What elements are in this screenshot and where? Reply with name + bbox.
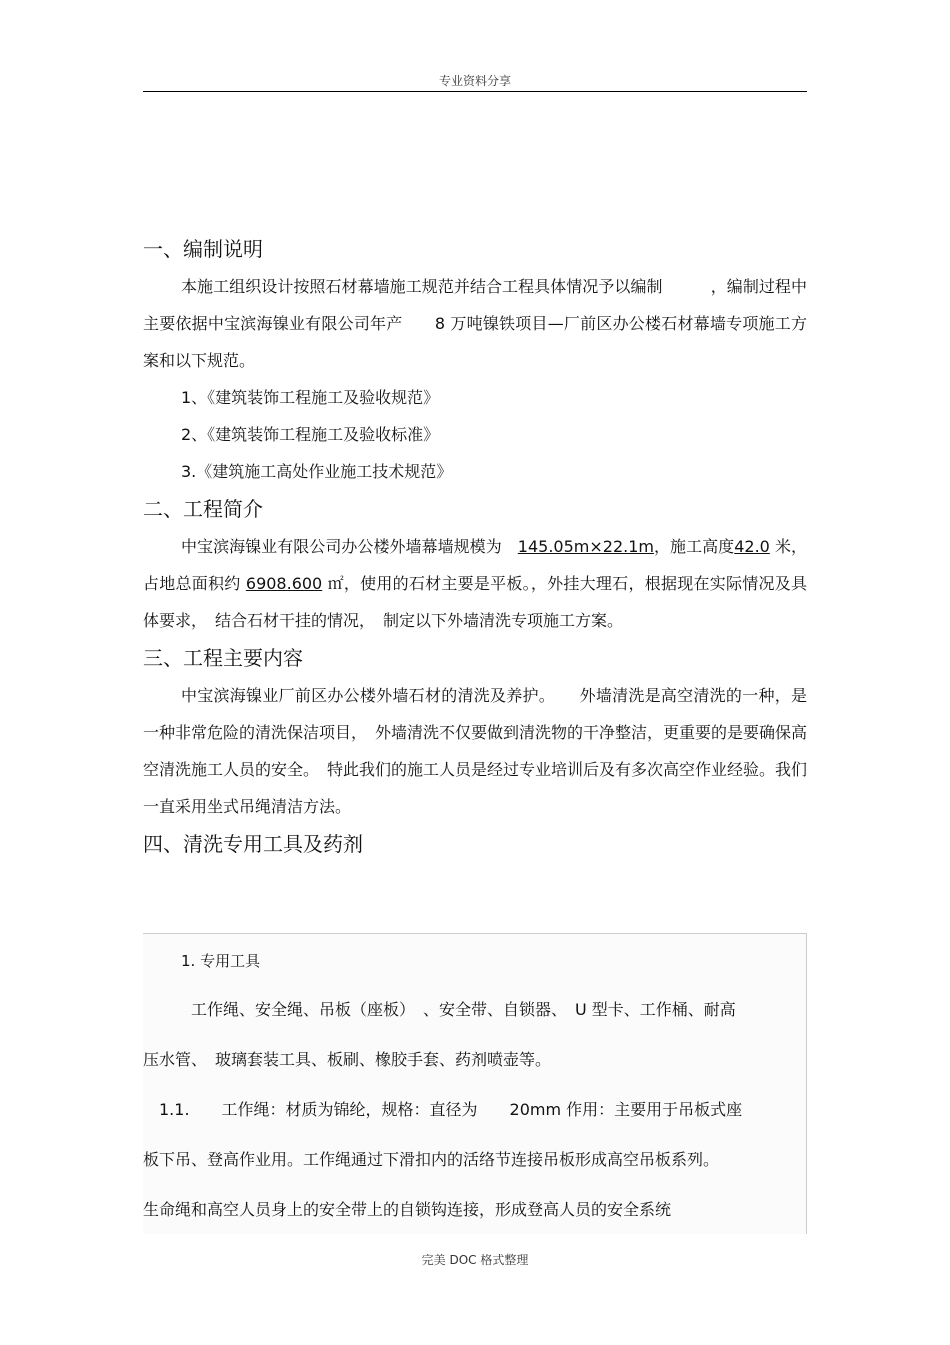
tools-box xyxy=(143,933,807,1234)
construction-height-value: 42.0 xyxy=(734,537,770,556)
header-divider xyxy=(143,91,807,92)
tools-box-title: 1. 专用工具 xyxy=(181,952,261,970)
section-heading-2: 二、工程简介 xyxy=(143,497,263,521)
area-label: 米，占地总面积约 xyxy=(143,537,807,593)
tools-list-line-2: 压水管、 玻璃套装工具、板刷、橡胶手套、药剂喷壶等。 xyxy=(143,1050,552,1069)
project-scale-value: 145.05m×22.1m xyxy=(517,537,654,556)
section-2-rest: ㎡，使用的石材主要是平板。，外挂大理石，根据现在实际情况及具体要求， 结合石材干挂的情况， 制定以下外墙清洗专项施工方案。 xyxy=(143,574,807,630)
spec-list-item-1: 1、《建筑装饰工程施工及验收规范》 xyxy=(181,388,440,407)
rope-spec-line-3: 生命绳和高空人员身上的安全带上的自锁钩连接，形成登高人员的安全系统 xyxy=(143,1200,672,1219)
page-header-title: 专业资料分享 xyxy=(438,74,511,88)
section-heading-4: 四、清洗专用工具及药剂 xyxy=(143,832,363,856)
tools-list-text xyxy=(143,985,799,1235)
section-heading-1: 一、编制说明 xyxy=(143,237,263,261)
spec-list-item-3: 3.《建筑施工高处作业施工技术规范》 xyxy=(181,462,453,481)
section-2-paragraph xyxy=(143,528,807,639)
tools-list-line-1: 工作绳、安全绳、吊板（座板） 、安全带、自锁器、 U 型卡、工作桶、耐高 xyxy=(143,1000,736,1019)
rope-spec-line-2: 板下吊、登高作业用。工作绳通过下滑扣内的活络节连接吊板形成高空吊板系列。 xyxy=(143,1150,720,1169)
page-footer-text: 完美 DOC 格式整理 xyxy=(421,1253,529,1267)
document-body xyxy=(143,230,807,863)
section-1-paragraph: 本施工组织设计按照石材幕墙施工规范并结合工程具体情况予以编制 ，编制过程中主要依据中宝滨海镍业有限公司年产 8 万吨镍铁项目—厂前区办公楼石材幕墙专项施工方案和以下规范。 xyxy=(143,277,807,370)
spec-list-item-2: 2、《建筑装饰工程施工及验收标准》 xyxy=(181,425,440,444)
section-heading-3: 三、工程主要内容 xyxy=(143,646,303,670)
section-3-paragraph: 中宝滨海镍业厂前区办公楼外墙石材的清洗及养护。 外墙清洗是高空清洗的一种，是一种非常危险的清洗保洁项目， 外墙清洗不仅要做到清洗物的干净整洁，更重要的是要确保高空清洗施工人员的安全。 特此我们的施工人员是经过专业培训后及有多次高空作业经验。我们一直采用坐式吊绳清洁方法。 xyxy=(143,686,808,816)
area-value: 6908.600 xyxy=(245,574,323,593)
construction-height-label: ，施工高度 xyxy=(653,537,735,556)
rope-spec-line-1: 1.1. 工作绳：材质为锦纶，规格：直径为 20mm 作用：主要用于吊板式座 xyxy=(143,1100,743,1119)
project-scale-lead: 中宝滨海镍业有限公司办公楼外墙幕墙规模为 xyxy=(181,537,518,556)
